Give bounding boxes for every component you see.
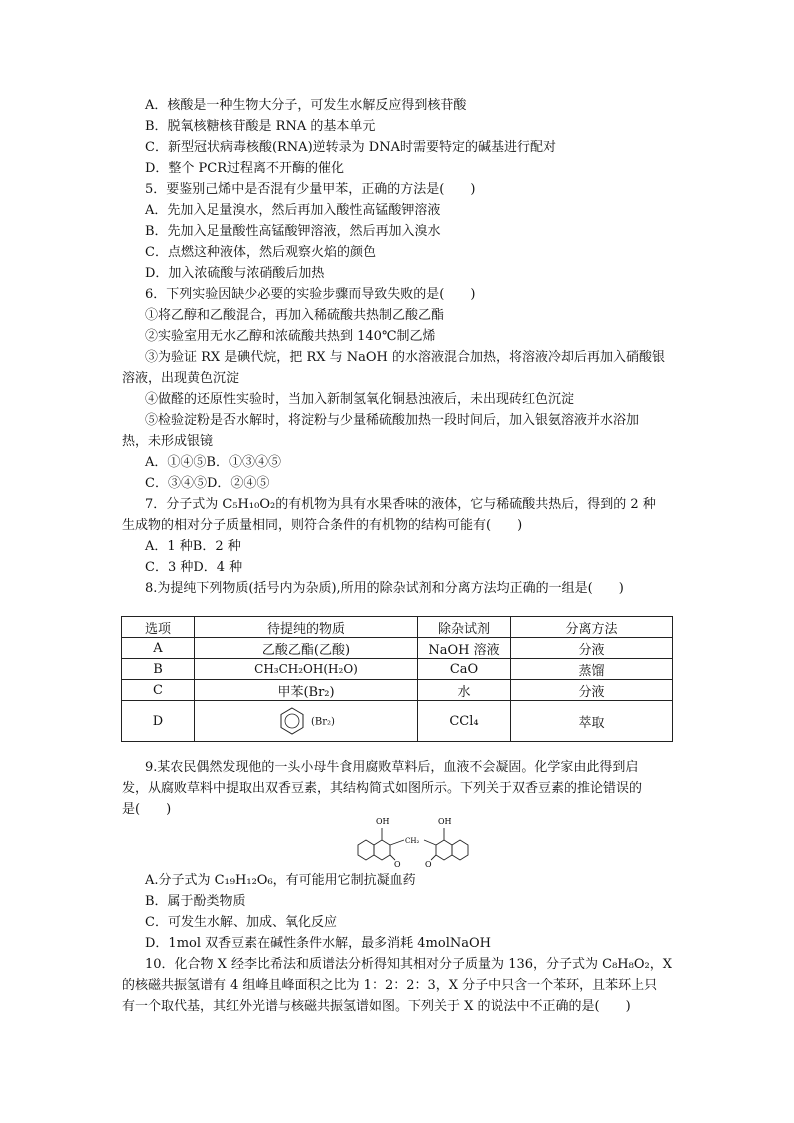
text-line: 热，未形成银镜: [122, 434, 214, 449]
text-line: A.分子式为 C₁₉H₁₂O₆，有可能用它制抗凝血药: [145, 873, 416, 888]
table-cell: NaOH 溶液: [418, 638, 511, 659]
table-row: [122, 638, 673, 659]
text-line: B．属于酚类物质: [145, 894, 246, 909]
table-cell: CH₃CH₂OH(H₂O): [195, 659, 418, 680]
question-7-stem: 7．分子式为 C₅H₁₀O₂的有机物为具有水果香味的液体，它与稀硫酸共热后，得到的 2 种: [145, 497, 656, 512]
table-row: [122, 680, 673, 701]
text-line: C．可发生水解、加成、氧化反应: [145, 915, 337, 930]
carbonyl-o-label: O: [425, 860, 432, 869]
impurity-label: (Br₂): [311, 716, 335, 728]
table-header-row: [122, 617, 673, 638]
text-line: C．③④⑤D．②④⑤: [145, 476, 270, 491]
table-cell: 萃取: [511, 701, 673, 742]
text-line: A．核酸是一种生物大分子，可发生水解反应得到核苷酸: [145, 98, 467, 113]
table-cell: A: [122, 638, 195, 659]
table-row: [122, 701, 673, 742]
text-line: ③为验证 RX 是碘代烷，把 RX 与 NaOH 的水溶液混合加热，将溶液冷却后再加入硝酸银: [145, 350, 666, 365]
text-line: ④做醛的还原性实验时，当加入新制氢氧化铜悬浊液后，未出现砖红色沉淀: [145, 392, 575, 407]
question-8-stem: 8.为提纯下列物质(括号内为杂质),所用的除杂试剂和分离方法均正确的一组是( ): [145, 581, 624, 596]
table-cell: C: [122, 680, 195, 701]
table-cell: D: [122, 701, 195, 742]
question-6-stem: 6．下列实验因缺少必要的实验步骤而导致失败的是( ): [145, 287, 476, 302]
table-header-cell: 分离方法: [511, 617, 673, 638]
table-cell: 乙酸乙酯(乙酸): [195, 638, 418, 659]
table-cell: 甲苯(Br₂): [195, 680, 418, 701]
table-header-cell: 待提纯的物质: [195, 617, 418, 638]
text-line: ①将乙醇和乙酸混合，再加入稀硫酸共热制乙酸乙酯: [145, 308, 445, 323]
table-cell: [195, 701, 418, 742]
text-line: C．点燃这种液体，然后观察火焰的颜色: [145, 245, 376, 260]
table-header-cell: 除杂试剂: [418, 617, 511, 638]
ch2-label: CH₂: [405, 837, 420, 845]
text-line: D．整个 PCR过程离不开酶的催化: [145, 161, 345, 176]
table-cell: 分液: [511, 680, 673, 701]
text-line: 发，从腐败草料中提取出双香豆素，其结构简式如图所示。下列关于双香豆素的推论错误的: [122, 781, 643, 796]
text-line: B．先加入足量酸性高锰酸钾溶液，然后再加入溴水: [145, 224, 441, 239]
text-line: B．脱氧核糖核苷酸是 RNA 的基本单元: [145, 119, 376, 134]
oh-label: OH: [376, 817, 390, 826]
table-cell: 蒸馏: [511, 659, 673, 680]
text-line: A．1 种B．2 种: [145, 539, 241, 554]
oh-label: OH: [438, 817, 452, 826]
text-line: A．先加入足量溴水，然后再加入酸性高锰酸钾溶液: [145, 203, 441, 218]
text-line: A．①④⑤B．①③④⑤: [145, 455, 281, 470]
text-line: 生成物的相对分子质量相同，则符合条件的有机物的结构可能有( ): [122, 518, 523, 533]
text-line: C．3 种D．4 种: [145, 560, 243, 575]
text-line: 溶液，出现黄色沉淀: [122, 371, 240, 386]
table-cell: CaO: [418, 659, 511, 680]
table-cell: CCl₄: [418, 701, 511, 742]
table-row: [122, 659, 673, 680]
table-cell: 分液: [511, 638, 673, 659]
table-cell: 水: [418, 680, 511, 701]
text-line: D．1mol 双香豆素在碱性条件水解，最多消耗 4molNaOH: [145, 936, 491, 951]
question-9-stem: 9.某农民偶然发现他的一头小母牛食用腐败草料后，血液不会凝固。化学家由此得到启: [145, 760, 639, 775]
table-cell: B: [122, 659, 195, 680]
text-line: 有一个取代基，其红外光谱与核磁共振氢谱如图。下列关于 X 的说法中不正确的是( ): [122, 999, 631, 1014]
text-line: 是( ): [122, 802, 172, 817]
question-10-stem: 10．化合物 X 经李比希法和质谱法分析得知其相对分子质量为 136，分子式为 C₈H₈O₂，X: [145, 957, 672, 972]
benzene-ring-icon: [277, 706, 307, 736]
question-5-stem: 5．要鉴别己烯中是否混有少量甲苯，正确的方法是( ): [145, 182, 476, 197]
text-line: C．新型冠状病毒核酸(RNA)逆转录为 DNA时需要特定的碱基进行配对: [145, 140, 556, 155]
text-line: ⑤检验淀粉是否水解时，将淀粉与少量稀硫酸加热一段时间后，加入银氨溶液并水浴加: [145, 413, 640, 428]
dicoumarol-structure: [348, 812, 480, 870]
purification-table: [121, 616, 673, 742]
text-line: ②实验室用无水乙醇和浓硫酸共热到 140℃制乙烯: [145, 329, 436, 344]
text-line: D．加入浓硫酸与浓硝酸后加热: [145, 266, 325, 281]
carbonyl-o-label: O: [394, 860, 401, 869]
table-header-cell: 选项: [122, 617, 195, 638]
text-line: 的核磁共振氢谱有 4 组峰且峰面积之比为 1：2：2：3，X 分子中只含一个苯环，且苯环上只: [122, 978, 658, 993]
